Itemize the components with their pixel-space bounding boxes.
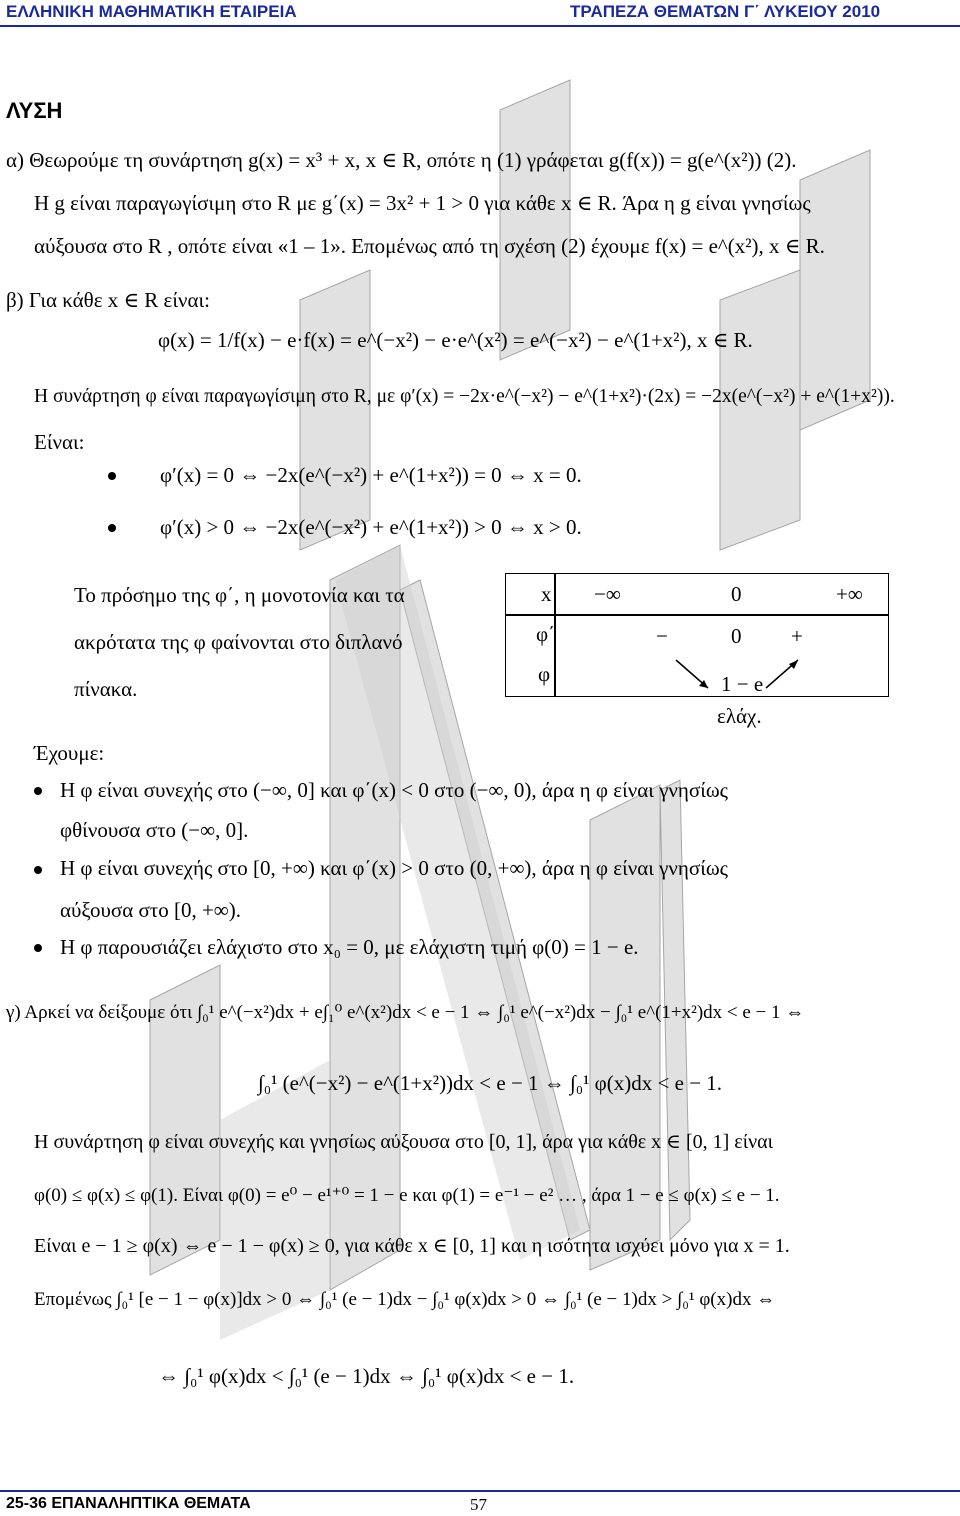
line-e5: Η φ παρουσιάζει ελάχιστο στο x₀ = 0, με ελάχιστη τιμή φ(0) = 1 − e. — [60, 935, 639, 959]
line-b4: Είναι: — [34, 430, 85, 454]
section-title: ΛΥΣΗ — [6, 98, 63, 123]
bullet — [108, 524, 116, 532]
header-rule — [0, 25, 960, 27]
header-left: ΕΛΛΗΝΙΚΗ ΜΑΘΗΜΑΤΙΚΗ ΕΤΑΙΡΕΙΑ — [6, 2, 297, 21]
line-g1: γ) Αρκεί να δείξουμε ότι ∫₀¹ e^(−x²)dx + e∫₁⁰ e^(x²)dx < e − 1 ⇔ ∫₀¹ e^(−x²)dx − ∫₀¹ e^(1+x²)dx < e − 1 ⇔ — [6, 1002, 805, 1023]
table-x-plus-inf: +∞ — [836, 582, 863, 606]
table-min-label: ελάχ. — [717, 704, 762, 728]
line-a2: Η g είναι παραγωγίσιμη στο R με g΄(x) = 3x² + 1 > 0 για κάθε x ∈ R. Άρα η g είναι γνησίως — [34, 191, 811, 215]
footer-rule — [0, 1490, 960, 1492]
line-e4: αύξουσα στο [0, +∞). — [60, 898, 242, 922]
line-g6: Επομένως ∫₀¹ [e − 1 − φ(x)]dx > 0 ⇔ ∫₀¹ (e − 1)dx − ∫₀¹ φ(x)dx > 0 ⇔ ∫₀¹ (e − 1)dx > ∫₀¹ φ(x)dx ⇔ — [34, 1289, 776, 1310]
line-b1: β) Για κάθε x ∈ R είναι: — [6, 288, 211, 312]
table-row-label-x: x — [541, 582, 552, 606]
variation-table — [505, 573, 889, 697]
line-e1: Η φ είναι συνεχής στο (−∞, 0] και φ΄(x) < 0 στο (−∞, 0), άρα η φ είναι γνησίως — [60, 778, 728, 802]
table-x-minus-inf: −∞ — [594, 582, 621, 606]
bullet — [34, 944, 42, 952]
line-t1: Το πρόσημο της φ΄, η μονοτονία και τα — [74, 583, 405, 607]
line-g3: Η συνάρτηση φ είναι συνεχής και γνησίως αύξουσα στο [0, 1], άρα για κάθε x ∈ [0, 1] είναι — [34, 1131, 773, 1153]
table-sign-zero: 0 — [731, 624, 742, 648]
line-b2: φ(x) = 1/f(x) − e·f(x) = e^(−x²) − e·e^(x²) = e^(−x²) − e^(1+x²), x ∈ R. — [158, 328, 753, 352]
line-g4: φ(0) ≤ φ(x) ≤ φ(1). Είναι φ(0) = e⁰ − e¹⁺⁰ = 1 − e και φ(1) = e⁻¹ − e² … , άρα 1 − e ≤ φ(x) ≤ e − 1. — [34, 1185, 780, 1206]
table-min-value: 1 − e — [721, 672, 764, 696]
line-g5: Είναι e − 1 ≥ φ(x) ⇔ e − 1 − φ(x) ≥ 0, για κάθε x ∈ [0, 1] και η ισότητα ισχύει μόνο για x = 1. — [34, 1235, 790, 1257]
line-t2: ακρότατα της φ φαίνονται στο διπλανό — [74, 630, 403, 654]
table-sign-minus: − — [656, 624, 668, 648]
table-sign-plus: + — [791, 624, 803, 648]
table-hline — [506, 614, 888, 616]
line-e2: φθίνουσα στο (−∞, 0]. — [60, 818, 249, 842]
header-right: ΤΡΑΠΕΖΑ ΘΕΜΑΤΩΝ Γ΄ ΛΥΚΕΙΟΥ 2010 — [570, 2, 881, 21]
table-x-zero: 0 — [731, 582, 742, 606]
bullet — [34, 866, 42, 874]
page-number: 57 — [470, 1495, 487, 1514]
line-a1: α) Θεωρούμε τη συνάρτηση g(x) = x³ + x, x ∈ R, οπότε η (1) γράφεται g(f(x)) = g(e^(x²)) (2). — [6, 148, 797, 172]
table-row-label-dphi: φ΄ — [536, 622, 556, 646]
line-e0: Έχουμε: — [34, 741, 105, 765]
line-b3: Η συνάρτηση φ είναι παραγωγίσιμη στο R, με φ′(x) = −2x·e^(−x²) − e^(1+x²)·(2x) = −2x(e^(−x²) + e^(1+x²)). — [34, 386, 895, 407]
line-b6: φ′(x) > 0 ⇔ −2x(e^(−x²) + e^(1+x²)) > 0 ⇔ x > 0. — [160, 515, 582, 539]
footer-left: 25-36 ΕΠΑΝΑΛΗΠΤΙΚΑ ΘΕΜΑΤΑ — [6, 1495, 251, 1512]
line-e3: Η φ είναι συνεχής στο [0, +∞) και φ΄(x) > 0 στο (0, +∞), άρα η φ είναι γνησίως — [60, 856, 728, 880]
table-row-label-phi: φ — [538, 662, 551, 686]
line-t3: πίνακα. — [74, 677, 138, 701]
line-g2: ∫₀¹ (e^(−x²) − e^(1+x²))dx < e − 1 ⇔ ∫₀¹ φ(x)dx < e − 1. — [258, 1071, 723, 1095]
bullet — [108, 472, 116, 480]
bullet — [34, 787, 42, 795]
line-b5: φ′(x) = 0 ⇔ −2x(e^(−x²) + e^(1+x²)) = 0 ⇔ x = 0. — [160, 463, 582, 487]
line-g7: ⇔ ∫₀¹ φ(x)dx < ∫₀¹ (e − 1)dx ⇔ ∫₀¹ φ(x)dx < e − 1. — [158, 1364, 575, 1388]
line-a3: αύξουσα στο R , οπότε είναι «1 – 1». Επομένως από τη σχέση (2) έχουμε f(x) = e^(x²), x ∈ R. — [34, 234, 825, 258]
